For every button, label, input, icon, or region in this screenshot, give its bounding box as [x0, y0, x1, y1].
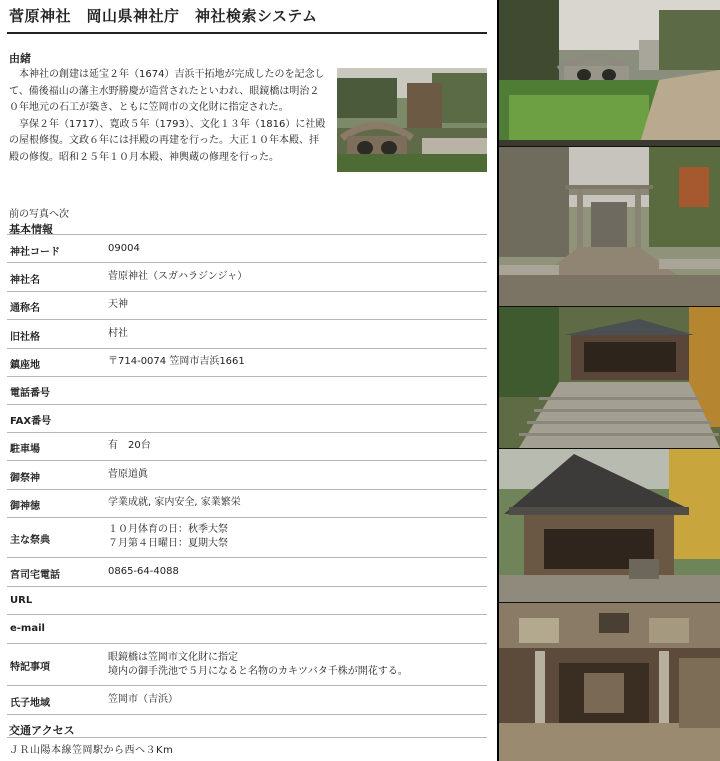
- table-row: [7, 236, 487, 263]
- row-value: 眼鏡橋は笠岡市文化財に指定: [108, 652, 238, 663]
- photo-gallery: [499, 0, 720, 761]
- basic-info-heading: 基本情報: [9, 223, 53, 236]
- shrine-thumbnail-image[interactable]: [337, 68, 487, 172]
- gallery-photo-bridge[interactable]: [499, 0, 720, 146]
- basic-info-top-divider: [7, 234, 487, 235]
- row-label: 氏子地域: [10, 698, 50, 709]
- row-value-line2: 境内の御手洗池で５月になると名物のカキツバタ千株が開花する。: [108, 666, 408, 677]
- table-row: [7, 615, 487, 644]
- row-value: 菅原道眞: [108, 469, 148, 480]
- row-value: 天神: [108, 299, 128, 310]
- row-label: 駐車場: [10, 444, 40, 455]
- table-row: [7, 644, 487, 686]
- row-label: 主な祭典: [10, 535, 50, 546]
- table-row: [7, 349, 487, 377]
- row-label: 御祭神: [10, 473, 40, 484]
- row-label: 鎮座地: [10, 360, 40, 371]
- access-heading: 交通アクセス: [9, 724, 75, 737]
- access-text: ＪＲ山陽本線笠岡駅から西へ３Km: [9, 745, 174, 756]
- table-row: [7, 461, 487, 490]
- row-label: 宮司宅電話: [10, 570, 60, 581]
- row-label: FAX番号: [10, 416, 52, 427]
- row-label: URL: [10, 595, 33, 606]
- history-text: [9, 67, 327, 166]
- row-label: e-mail: [10, 623, 45, 634]
- table-row: [7, 518, 487, 558]
- gallery-photo-stairs[interactable]: [499, 307, 720, 448]
- row-value: 0865-64-4088: [108, 566, 179, 577]
- history-heading: 由緒: [9, 52, 31, 65]
- gallery-photo-torii[interactable]: [499, 147, 720, 306]
- row-value: 笠岡市（吉浜）: [108, 694, 178, 705]
- table-row: [7, 320, 487, 349]
- row-value-line2: ７月第４日曜日：夏期大祭: [108, 538, 228, 549]
- table-row: [7, 587, 487, 615]
- row-value: 村社: [108, 328, 128, 339]
- table-row: [7, 263, 487, 292]
- row-label: 御神徳: [10, 501, 40, 512]
- row-label: 特記事項: [10, 662, 50, 673]
- history-paragraph: 享保２年（1717）、寛政５年（1793）、文化１３年（1816）に社殿の屋根修復。文政６年には拝殿の再建を行った。大正１０年本殿、拝殿の修復。昭和２５年１０月本殿、神輿蔵の修理を行った。: [9, 118, 326, 163]
- row-value: 09004: [108, 243, 140, 254]
- row-label: 電話番号: [10, 388, 50, 399]
- page-title: 菅原神社 岡山県神社庁 神社検索システム: [9, 7, 318, 25]
- row-label: 通称名: [10, 303, 40, 314]
- row-label: 神社名: [10, 275, 40, 286]
- table-row: [7, 490, 487, 518]
- gallery-photo-hall[interactable]: [499, 449, 720, 602]
- row-value: 有 20台: [108, 440, 151, 451]
- row-label: 旧社格: [10, 332, 40, 343]
- table-row: [7, 405, 487, 433]
- history-paragraph: 本神社の創建は延宝２年（1674）吉浜干拓地が完成したのを記念して、備後福山の藩主水野勝慶が造営されたといわれ、眼鏡橋は明治２０年地元の石工が築き、ともに笠岡市の文化財に指定された。: [9, 69, 325, 113]
- photo-nav-links[interactable]: 前の写真へ次: [9, 209, 69, 220]
- row-value: 菅原神社（スガハラジンジャ）: [108, 271, 248, 282]
- access-divider: [7, 737, 487, 738]
- row-label: 神社コード: [10, 247, 60, 258]
- row-value: 学業成就, 家内安全, 家業繁栄: [108, 497, 241, 508]
- table-row: [7, 433, 487, 461]
- gallery-photo-interior[interactable]: [499, 603, 720, 761]
- row-value: 〒714-0074 笠岡市吉浜1661: [108, 356, 245, 367]
- table-row: [7, 686, 487, 715]
- table-row: [7, 558, 487, 587]
- table-row: [7, 377, 487, 405]
- table-row: [7, 292, 487, 320]
- row-value: １０月体育の日：秋季大祭: [108, 524, 228, 535]
- title-divider: [7, 32, 487, 34]
